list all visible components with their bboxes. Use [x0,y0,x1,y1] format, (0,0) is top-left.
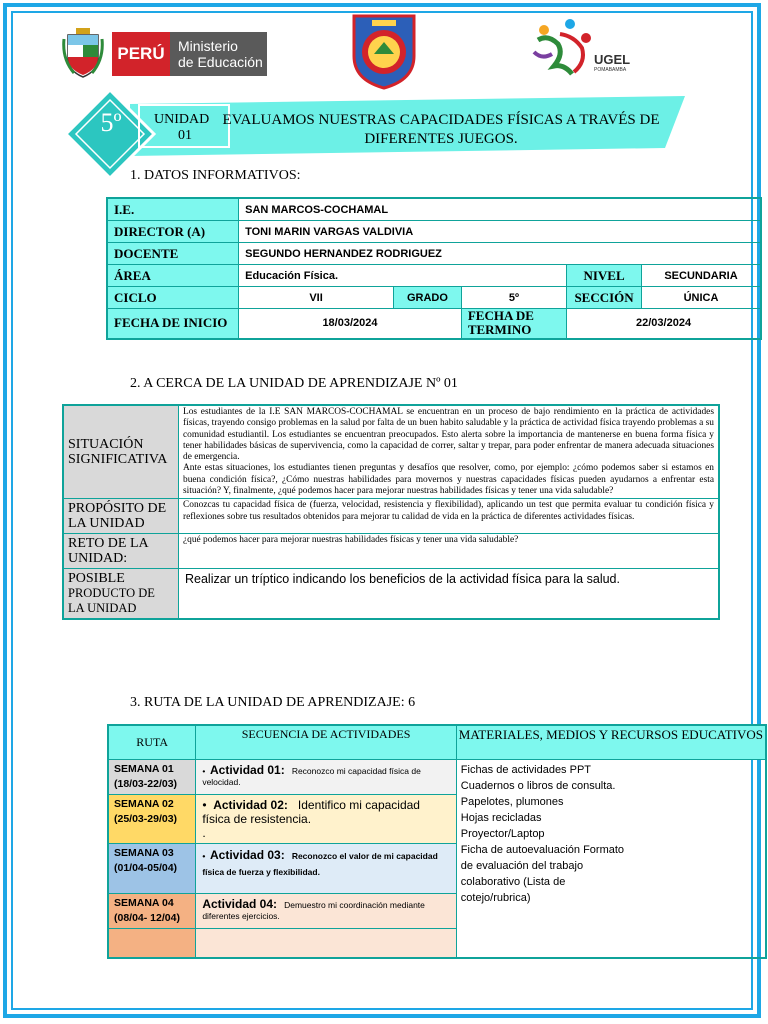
datos-informativos-table [106,197,762,340]
semana-cell-empty [108,928,196,958]
fecha-termino-label: FECHA DE TERMINO [461,309,566,339]
semana-label: SEMANA 02 [114,797,174,810]
semana-fechas: (25/03-29/03) [114,812,178,825]
docente-value: SEGUNDO HERNANDEZ RODRIGUEZ [239,243,761,265]
semana-cell [108,759,196,794]
actividad-cell-empty [196,928,456,958]
secuencia-col-header: SECUENCIA DE ACTIVIDADES [196,725,456,759]
situacion-text [179,405,720,499]
ie-label: I.E. [107,198,239,221]
grado-value: 5º [461,287,566,309]
unidad-label: UNIDAD [154,112,210,127]
area-label: ÁREA [107,265,239,287]
area-value: Educación Física. [239,265,567,287]
ugel-label: UGEL [594,52,631,67]
ministerio-line1: Ministerio [178,38,238,54]
semana-fechas: (08/04- 12/04) [114,911,180,924]
actividad-title: Actividad 02: [213,797,288,812]
actividad-cell [196,893,456,928]
materiales-col-header: MATERIALES, MEDIOS Y RECURSOS EDUCATIVOS [456,725,766,759]
ie-value: SAN MARCOS-COCHAMAL [239,198,761,221]
materiales-list [456,759,766,958]
semana-fechas: (01/04-05/04) [114,861,178,874]
producto-label-1: POSIBLE [68,571,125,587]
situacion-paragraph-1: Los estudiantes de la I.E SAN MARCOS-COCHAMAL se encuentran en un proceso de bajo rendimiento en la práctica de actividades físicas, trayendo consigo problemas en la salud por falta de un buen habito saludable y la práctica de actividad física trayendo problemas a su comunidad estudiantil. Los estudiantes se encuentran preocupados. Esto alerta sobre la importancia de mantenerse en buena forma física y tener habilidades básicas de supervivencia, como la capacidad de correr, saltar y trepar, para poder enfrentar de manera adecuada situaciones de emergencia. [183,407,714,463]
semana-fechas: (18/03-22/03) [114,777,178,790]
section-datos-heading: 1. DATOS INFORMATIVOS: [130,168,301,183]
material-item: Proyector/Laptop [460,827,545,840]
ruta-table [107,724,767,959]
grado-label: GRADO [394,287,462,309]
ruta-col-header: RUTA [108,725,196,759]
fecha-termino-value: 22/03/2024 [567,309,761,339]
seccion-label: SECCIÓN [567,287,642,309]
material-item: colaborativo (Lista de [460,875,566,888]
producto-label [63,569,179,620]
unidad-number: 01 [178,128,192,143]
actividad-title: Actividad 01: [210,762,285,777]
nivel-value: SECUNDARIA [642,265,761,287]
material-item: Fichas de actividades PPT [460,763,592,776]
semana-cell [108,893,196,928]
situacion-label: SITUACIÓN SIGNIFICATIVA [63,405,179,499]
material-item: Hojas recicladas [460,811,542,824]
reto-label: RETO DE LA UNIDAD: [63,534,179,569]
semana-label: SEMANA 03 [114,846,174,859]
proposito-label: PROPÓSITO DE LA UNIDAD [63,499,179,534]
semana-label: SEMANA 04 [114,896,174,909]
peru-logo: PERÚ [112,32,170,76]
semana-label: SEMANA 01 [114,762,174,775]
proposito-text: Conozcas tu capacidad física de (fuerza, velocidad, resistencia y flexibilidad), aplicando un test que permita evaluar tu condición física y reflexiones sobre tus resultados obtenidos para mejorar tu calidad de vida en la práctica de diferentes actividades físicas. [179,499,720,534]
nivel-label: NIVEL [567,265,642,287]
situacion-paragraph-2: Ante estas situaciones, los estudiantes tienen preguntas y desafíos que resolver, como, por ejemplo: ¿cómo podemos saber si estamos en buena condición física?, ¿Cómo nuestras habilidades para movernos y nuestras capacidades físicas pueden ayudarnos a enfrentar esta situación? Y, finalmente, ¿qué podemos hacer para mejorar nuestras habilidades físicas y tener una vida saludable? [183,463,714,497]
actividad-cell: • Actividad 03: Reconozco el valor de mi capacidad física de fuerza y flexibilidad. [196,843,456,893]
semana-cell [108,794,196,843]
actividad-desc: Reconozco el valor de mi capacidad física de fuerza y flexibilidad. [202,850,438,877]
producto-text: Realizar un tríptico indicando los beneficios de la actividad física para la salud. [179,569,720,620]
director-value: TONI MARIN VARGAS VALDIVIA [239,221,761,243]
material-item: Cuadernos o libros de consulta. [460,779,616,792]
seccion-value: ÚNICA [642,287,761,309]
director-label: DIRECTOR (A) [107,221,239,243]
reto-text: ¿qué podemos hacer para mejorar nuestras habilidades físicas y tener una vida saludable? [179,534,720,569]
actividad-desc: Reconozco mi capacidad física de velocidad. [202,765,421,787]
actividad-cell: • Actividad 01: Reconozco mi capacidad física de velocidad. [196,759,456,794]
docente-label: DOCENTE [107,243,239,265]
semana-cell [108,843,196,893]
ministerio-logo [170,32,267,76]
fecha-inicio-label: FECHA DE INICIO [107,309,239,339]
actividad-title: Actividad 04: [202,896,278,911]
ciclo-label: CICLO [107,287,239,309]
producto-label-2: PRODUCTO DE LA UNIDAD [68,586,155,616]
section-ruta-heading: 3. RUTA DE LA UNIDAD DE APRENDIZAJE: 6 [130,695,416,710]
fecha-inicio-value: 18/03/2024 [239,309,462,339]
material-item: cotejo/rubrica) [460,891,531,904]
school-badge-icon [350,12,418,90]
unidad-aprendizaje-table [62,404,720,620]
unit-title: EVALUAMOS NUESTRAS CAPACIDADES FÍSICAS A TRAVÉS DE DIFERENTES JUEGOS. [222,112,660,147]
section-unidad-heading: 2. A CERCA DE LA UNIDAD DE APRENDIZAJE Nº 01 [130,376,458,391]
material-item: Papelotes, plumones [460,795,564,808]
actividad-desc: Identifico mi capacidad física de resistencia. [202,797,420,826]
ciclo-value: VII [239,287,394,309]
ugel-sublabel: POMABAMBA [594,67,627,73]
actividad-title: Actividad 03: [210,847,285,862]
actividad-desc: Demuestro mi coordinación mediante diferentes ejercicios. [202,899,425,921]
ministerio-line2: de Educación [178,54,263,70]
peru-coat-of-arms-icon [62,27,104,83]
grade-number: 5º [100,108,122,137]
material-item: de evaluación del trabajo [460,859,584,872]
material-item: Ficha de autoevaluación Formato [460,843,625,856]
actividad-cell: • Actividad 02: Identifico mi capacidad física de resistencia. . [196,794,456,843]
